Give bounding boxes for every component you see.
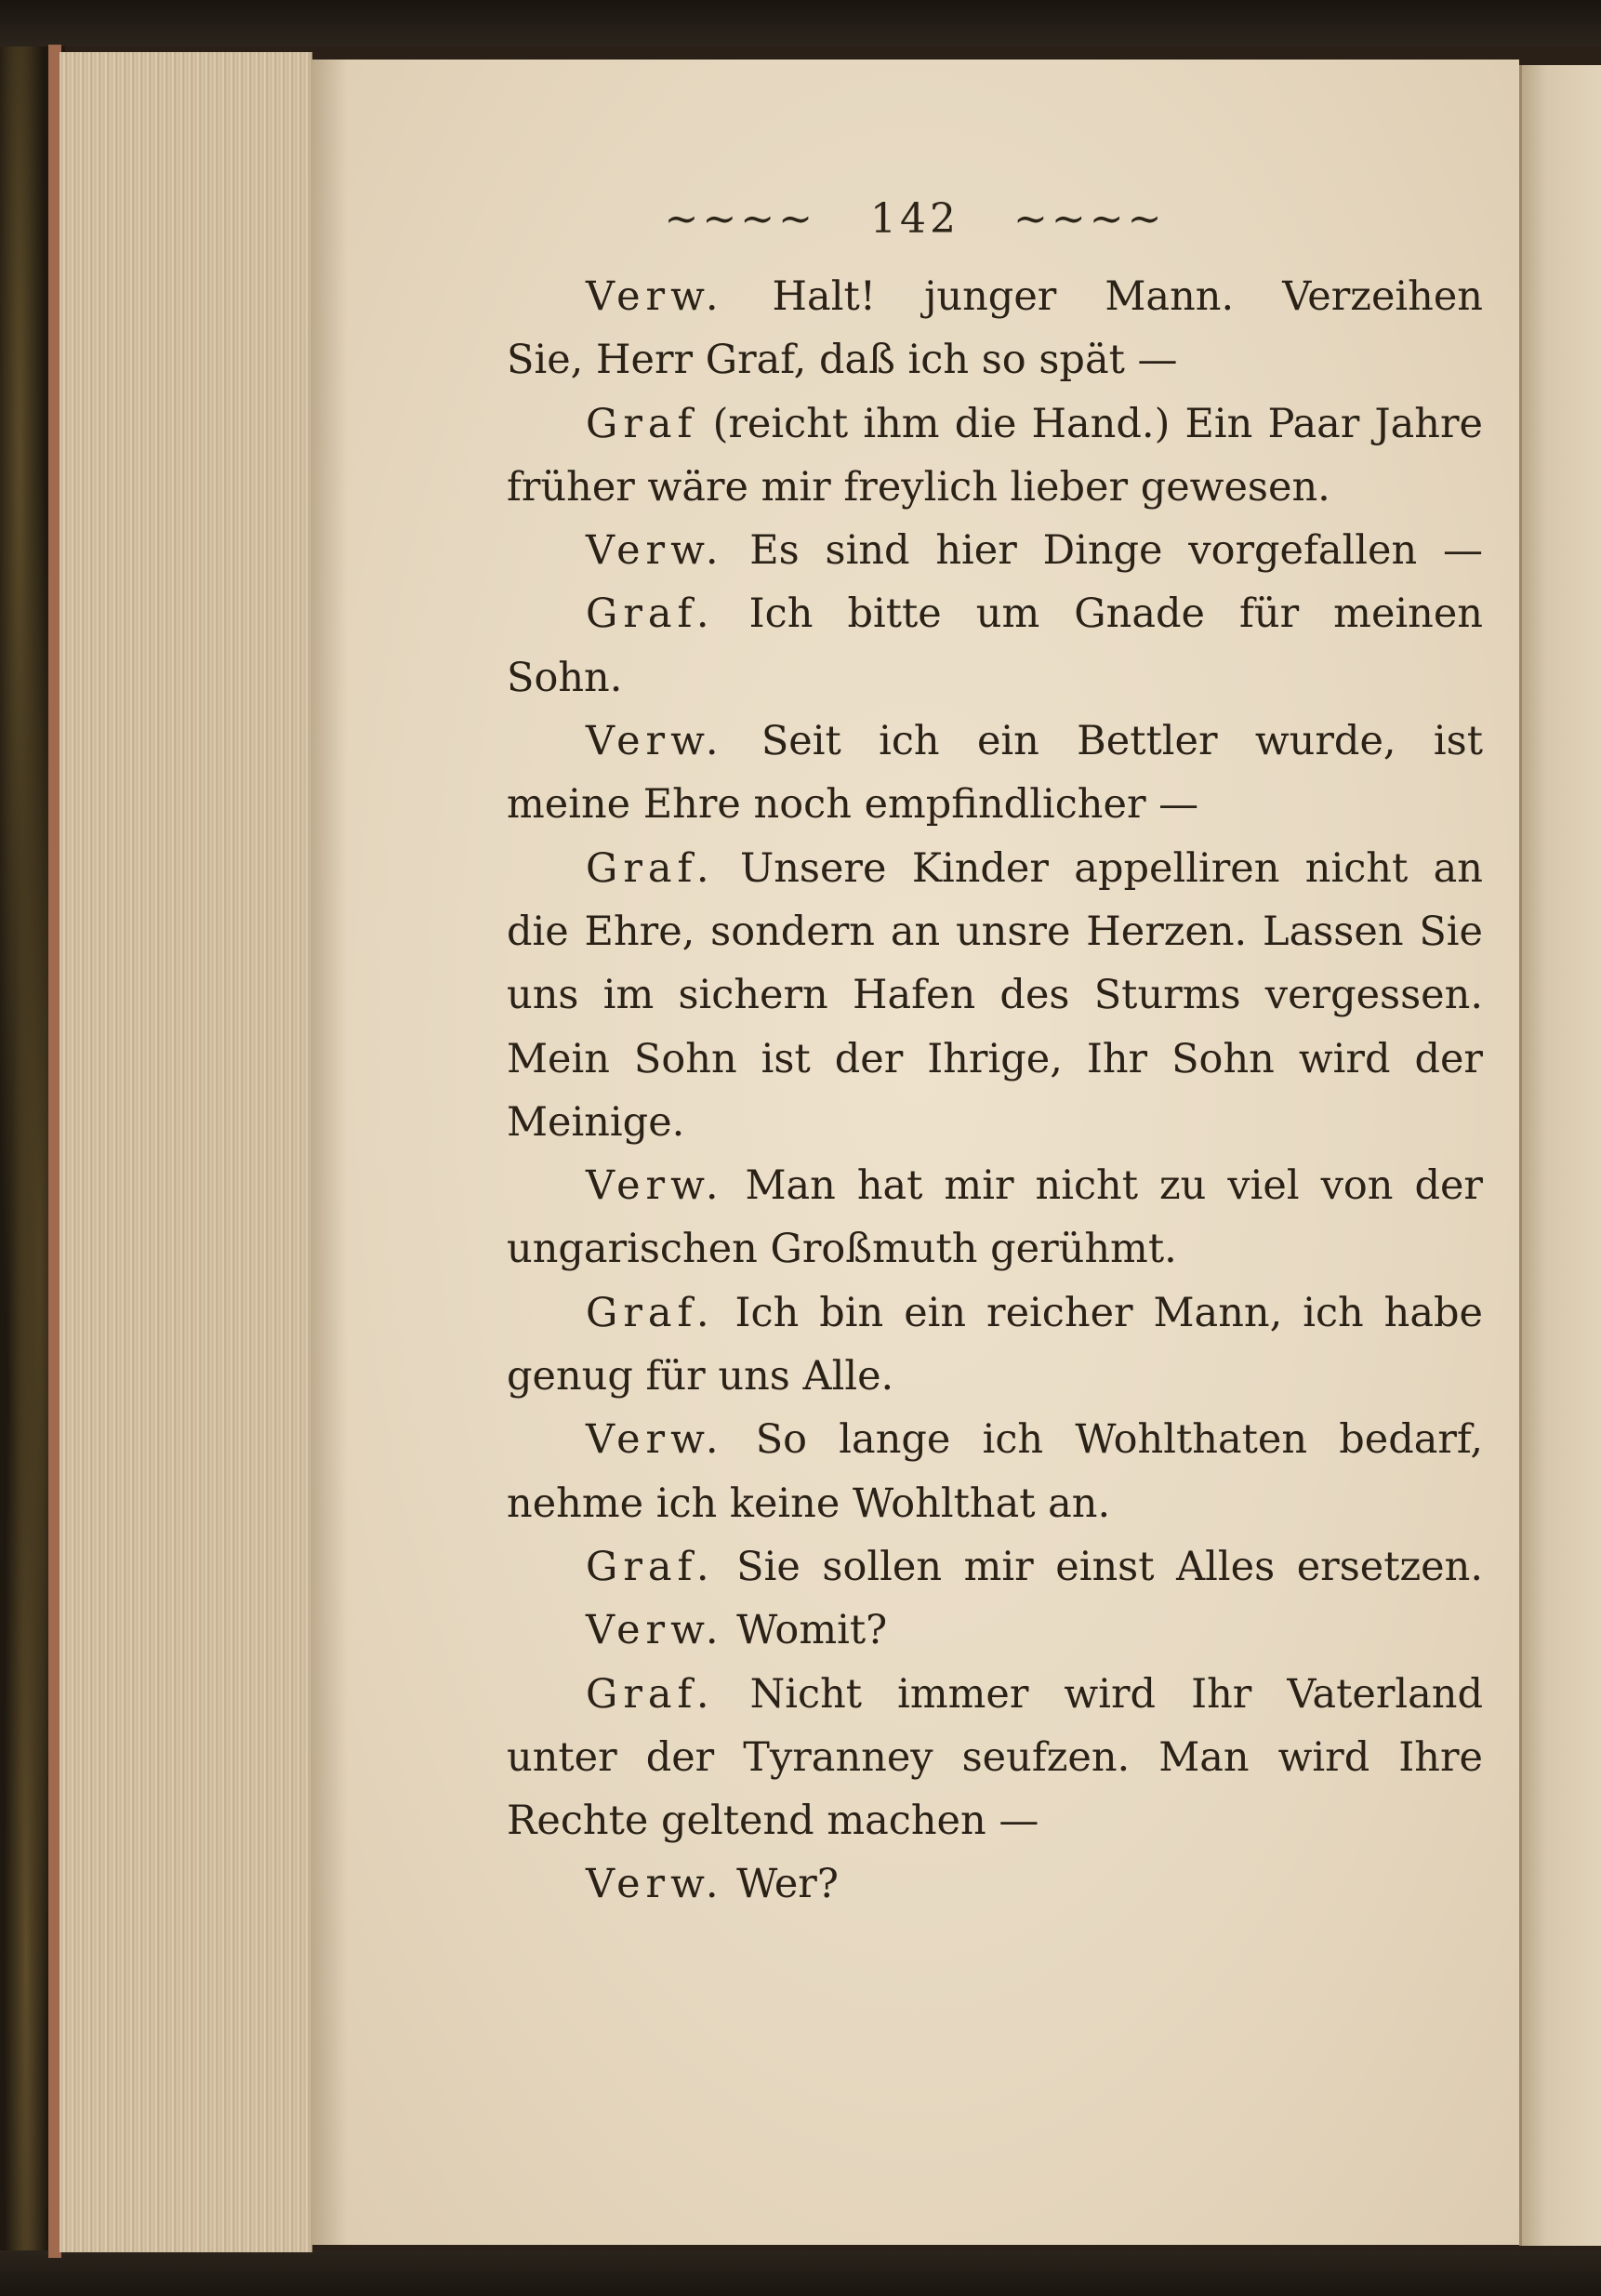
speaker-name: Verw. (586, 1607, 724, 1654)
line-text: früher wäre mir freylich lieber gewesen. (507, 463, 1330, 511)
speaker-name: Verw. (586, 527, 724, 575)
line-text: unter der Tyranney seufzen. Man wird Ihre (507, 1733, 1483, 1781)
speaker-name: Graf. (586, 1289, 715, 1336)
text-line (507, 1789, 1483, 1852)
line-text: Meinige. (507, 1098, 685, 1146)
speaker-name: Graf. (586, 591, 715, 638)
text-line (507, 456, 1483, 519)
line-text: Nicht immer wird Ihr Vaterland (714, 1670, 1483, 1718)
text-line (507, 519, 1483, 582)
page-stack-edges (60, 52, 312, 2252)
speaker-name: Verw. (586, 273, 724, 320)
header-ornament-left: ~~~~ (664, 195, 816, 243)
line-text: nehme ich keine Wohlthat an. (507, 1480, 1111, 1527)
text-line (507, 710, 1483, 773)
text-line (507, 646, 1483, 710)
text-line (507, 1599, 1483, 1662)
speaker-name: Graf. (586, 1670, 715, 1718)
text-line (507, 837, 1483, 900)
text-line (507, 900, 1483, 963)
line-text: Halt! junger Mann. Verzeihen (723, 273, 1483, 320)
page-text (507, 265, 1483, 1917)
text-line (507, 1472, 1483, 1535)
book-cover-top (0, 0, 1601, 46)
text-line (507, 265, 1483, 328)
text-line (507, 1091, 1483, 1154)
line-text: meine Ehre noch empfindlicher — (507, 781, 1199, 829)
facing-page-edge (1519, 65, 1601, 2246)
text-line (507, 963, 1483, 1027)
line-text: uns im sichern Hafen des Sturms vergessen. (507, 972, 1483, 1019)
page-number: 142 (870, 195, 959, 243)
gutter-shadow (311, 60, 348, 2245)
page-header (311, 195, 1519, 243)
text-line (507, 328, 1483, 392)
line-text: Ich bin ein reicher Mann, ich habe (714, 1289, 1483, 1336)
line-text: Rechte geltend machen — (507, 1798, 1039, 1845)
text-line (507, 1726, 1483, 1789)
line-text: genug für uns Alle. (507, 1353, 894, 1400)
text-line (507, 1852, 1483, 1916)
header-ornament-right: ~~~~ (1012, 195, 1166, 243)
speaker-name: Graf. (586, 844, 715, 892)
line-text: Wer? (723, 1861, 839, 1908)
text-line (507, 773, 1483, 836)
line-text: Man hat mir nicht zu viel von der (723, 1162, 1483, 1210)
line-text: So lange ich Wohlthaten bedarf, (723, 1416, 1483, 1464)
line-text: Seit ich ein Bettler wurde, ist (723, 718, 1483, 765)
speaker-name: Verw. (586, 718, 724, 765)
text-line (507, 1028, 1483, 1091)
text-line (507, 1663, 1483, 1726)
line-text: ungarischen Großmuth gerühmt. (507, 1226, 1177, 1273)
line-text: Sie sollen mir einst Alles ersetzen. (714, 1543, 1483, 1590)
text-line (507, 392, 1483, 456)
text-line (507, 582, 1483, 645)
book-cover-bottom (0, 2250, 1601, 2296)
line-text: Ich bitte um Gnade für meinen (714, 591, 1483, 638)
line-text: Unsere Kinder appelliren nicht an (714, 844, 1483, 892)
text-line (507, 1217, 1483, 1281)
speaker-name: Verw. (586, 1861, 724, 1908)
text-line (507, 1281, 1483, 1345)
line-text: Mein Sohn ist der Ihrige, Ihr Sohn wird der (507, 1035, 1483, 1082)
text-line (507, 1345, 1483, 1408)
line-text: Sie, Herr Graf, daß ich so spät — (507, 337, 1178, 384)
speaker-name: Verw. (586, 1162, 724, 1210)
text-line (507, 1154, 1483, 1217)
line-text: Womit? (723, 1607, 888, 1654)
line-text: die Ehre, sondern an unsre Herzen. Lassen Sie (507, 908, 1483, 955)
line-text: Es sind hier Dinge vorgefallen — (723, 527, 1483, 575)
text-line (507, 1408, 1483, 1471)
line-text: (reicht ihm die Hand.) Ein Paar Jahre (697, 400, 1483, 447)
speaker-name: Verw. (586, 1416, 724, 1464)
speaker-name: Graf. (586, 1543, 715, 1590)
line-text: Sohn. (507, 654, 623, 701)
text-line (507, 1535, 1483, 1599)
speaker-name: Graf (586, 400, 698, 447)
